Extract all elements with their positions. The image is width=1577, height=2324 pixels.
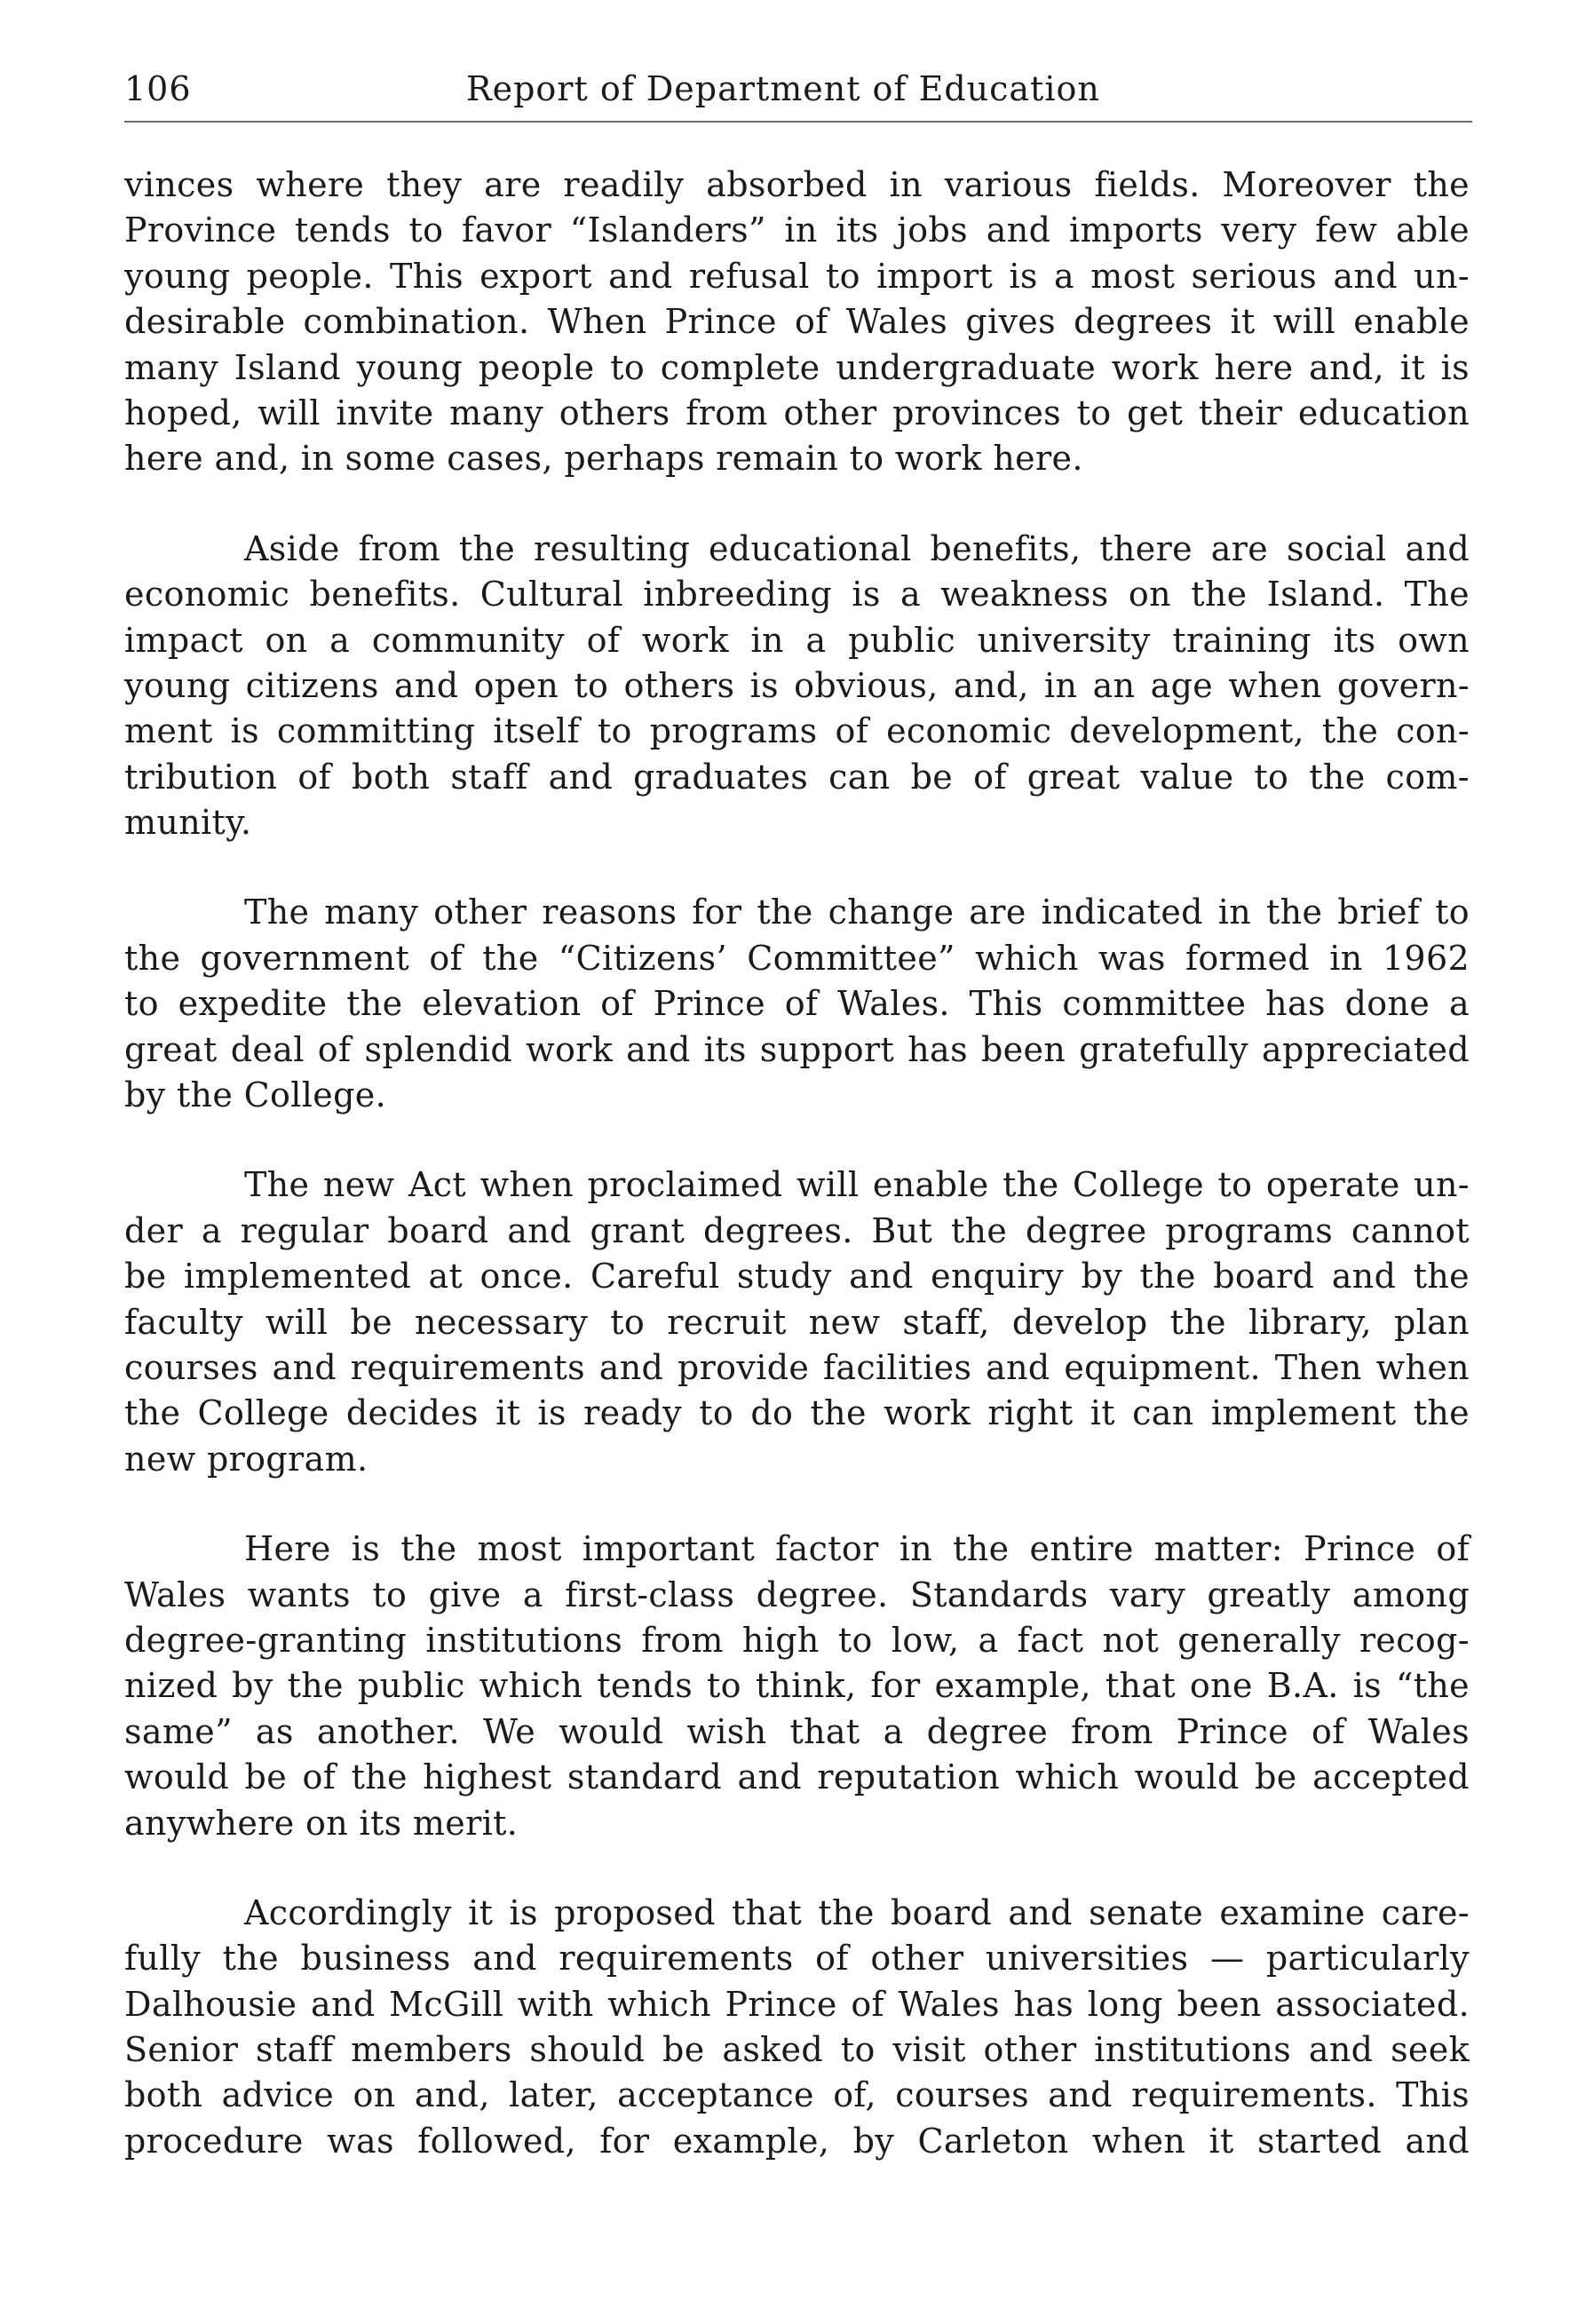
text-line: tribution of both staff and graduates can be of great value to the com- bbox=[124, 757, 1470, 797]
text-line: faculty will be necessary to recruit new staff, develop the library, plan bbox=[124, 1302, 1470, 1342]
text-line: many Island young people to complete undergraduate work here and, it is bbox=[124, 347, 1470, 387]
text-line: Aside from the resulting educational benefits, there are social and bbox=[244, 528, 1470, 568]
text-line: young citizens and open to others is obvious, and, in an age when govern- bbox=[124, 665, 1470, 705]
text-line: economic benefits. Cultural inbreeding is a weakness on the Island. The bbox=[124, 575, 1470, 615]
text-line: Senior staff members should be asked to visit other institutions and seek bbox=[124, 2030, 1470, 2070]
text-line: hoped, will invite many others from other provinces to get their education bbox=[124, 393, 1470, 432]
text-line: degree-granting institutions from high to low, a fact not generally recog- bbox=[124, 1620, 1470, 1660]
text-line: anywhere on its merit. bbox=[124, 1803, 519, 1843]
body-text bbox=[124, 163, 1470, 2209]
text-line: vinces where they are readily absorbed in various fields. Moreover the bbox=[124, 165, 1470, 204]
text-line: the College decides it is ready to do the work right it can implement the bbox=[124, 1393, 1470, 1433]
text-line: Dalhousie and McGill with which Prince of Wales has long been associated. bbox=[124, 1984, 1470, 2024]
text-line: Here is the most important factor in the entire matter: Prince of bbox=[244, 1529, 1470, 1569]
text-line: ment is committing itself to programs of economic development, the con- bbox=[124, 711, 1470, 751]
text-line: impact on a community of work in a public university training its own bbox=[124, 620, 1470, 660]
text-line: would be of the highest standard and reputation which would be accepted bbox=[124, 1757, 1470, 1797]
text-line: nized by the public which tends to think, for example, that one B.A. is “the bbox=[124, 1666, 1470, 1706]
paragraph bbox=[124, 1891, 1470, 2164]
paragraph bbox=[124, 527, 1470, 846]
running-header bbox=[124, 62, 1465, 115]
text-line: the government of the “Citizens’ Committee” which was formed in 1962 bbox=[124, 938, 1470, 978]
text-line: The new Act when proclaimed will enable the College to operate un- bbox=[244, 1165, 1470, 1205]
text-line: here and, in some cases, perhaps remain to work here. bbox=[124, 439, 1083, 479]
text-line: der a regular board and grant degrees. But the degree programs cannot bbox=[124, 1210, 1470, 1250]
paragraph bbox=[124, 163, 1470, 482]
header-rule bbox=[124, 121, 1472, 123]
paragraph bbox=[124, 890, 1470, 1118]
text-line: great deal of splendid work and its support has been gratefully appreciated bbox=[124, 1029, 1470, 1069]
paragraph bbox=[124, 1527, 1470, 1846]
running-title: Report of Department of Education bbox=[466, 69, 1100, 108]
text-line: Wales wants to give a first-class degree. Standards vary greatly among bbox=[124, 1574, 1470, 1614]
text-line: new program. bbox=[124, 1439, 368, 1479]
text-line: same” as another. We would wish that a degree from Prince of Wales bbox=[124, 1711, 1470, 1751]
text-line: desirable combination. When Prince of Wales gives degrees it will enable bbox=[124, 302, 1470, 342]
text-line: procedure was followed, for example, by Carleton when it started and bbox=[124, 2121, 1470, 2161]
text-line: by the College. bbox=[124, 1075, 387, 1115]
text-line: Accordingly it is proposed that the board and senate examine care- bbox=[244, 1892, 1470, 1932]
text-line: be implemented at once. Careful study and enquiry by the board and the bbox=[124, 1257, 1470, 1297]
text-line: to expedite the elevation of Prince of Wales. This committee has done a bbox=[124, 984, 1470, 1024]
text-line: young people. This export and refusal to import is a most serious and un- bbox=[124, 256, 1470, 296]
text-line: courses and requirements and provide facilities and equipment. Then when bbox=[124, 1347, 1470, 1387]
text-line: munity. bbox=[124, 803, 252, 843]
paragraph bbox=[124, 1162, 1470, 1482]
page-number: 106 bbox=[124, 69, 192, 108]
text-line: Province tends to favor “Islanders” in its jobs and imports very few able bbox=[124, 210, 1470, 250]
text-line: fully the business and requirements of other universities — particularly bbox=[124, 1939, 1470, 1979]
text-line: both advice on and, later, acceptance of, courses and requirements. This bbox=[124, 2075, 1470, 2115]
text-line: The many other reasons for the change are indicated in the brief to bbox=[244, 892, 1470, 932]
